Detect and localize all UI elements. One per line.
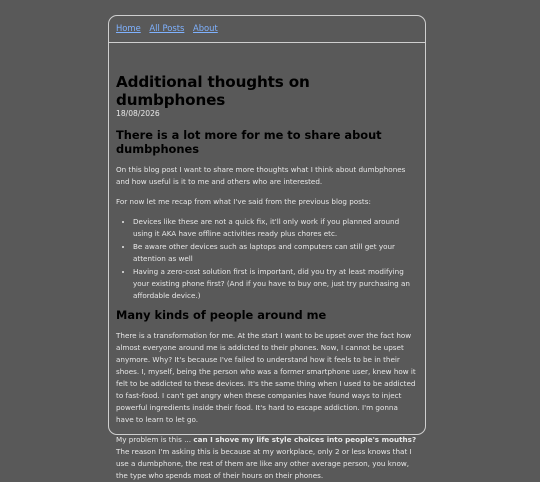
nav-link-home[interactable]: Home (116, 23, 141, 33)
nav-link-about[interactable]: About (193, 23, 218, 33)
section-heading-more-to-share: There is a lot more for me to share about dumbphones (116, 128, 382, 156)
section-heading-many-kinds: Many kinds of people around me (116, 308, 327, 322)
list-item: • Be aware other devices such as laptops and computers can still get your attention as well (133, 241, 417, 265)
problem-question: can I shove my life style choices into people's mouths? (193, 435, 417, 444)
problem-lead-text: My problem is this ... (116, 435, 194, 444)
top-nav (109, 16, 425, 43)
paragraph-transformation: There is a transformation for me. At the start I want to be upset over the fact how almost everyone around me is addicted to their phones. Now, I cannot be upset anymore. Why? It's because I've failed to understand how it feels to be in their shoes. I, myself, being the person who was a former smartphone user, knew how it felt to be addicted to these devices. It's the same thing when I used to be addicted to fast-food. I can't get angry when these companies have found ways to inject powerful ingredients inside their food. It's hard to escape addiction. I'm gonna have to learn to let go. (116, 331, 416, 424)
paragraph-intro: On this blog post I want to share more thoughts what I think about dumbphones and how useful is it to me and others who are interested. (116, 165, 406, 186)
problem-rest-text: The reason I'm asking this is because at my workplace, only 2 or less knows that I use a dumbphone, the rest of them are like any other average person, you know, the type who spends most of their hours on their phones. (116, 447, 412, 480)
blog-card (108, 15, 426, 480)
recap-list (116, 216, 417, 302)
paragraph-recap: For now let me recap from what I've said from the previous blog posts: (116, 197, 371, 206)
nav-link-all-posts[interactable]: All Posts (149, 23, 185, 33)
paragraph-problem (116, 434, 417, 482)
post-content (109, 43, 425, 482)
post-date: 18/08/2026 (116, 109, 160, 118)
list-item: • Having a zero-cost solution first is important, did you try at least modifying your existing phone first? (And if you have to buy one, just try purchasing an affordable device.) (133, 266, 417, 302)
post-title: Additional thoughts on dumbphones (116, 73, 310, 109)
list-item: • Devices like these are not a quick fix, it'll only work if you planned around using it AKA have offline activities ready plus chores etc. (133, 216, 417, 240)
